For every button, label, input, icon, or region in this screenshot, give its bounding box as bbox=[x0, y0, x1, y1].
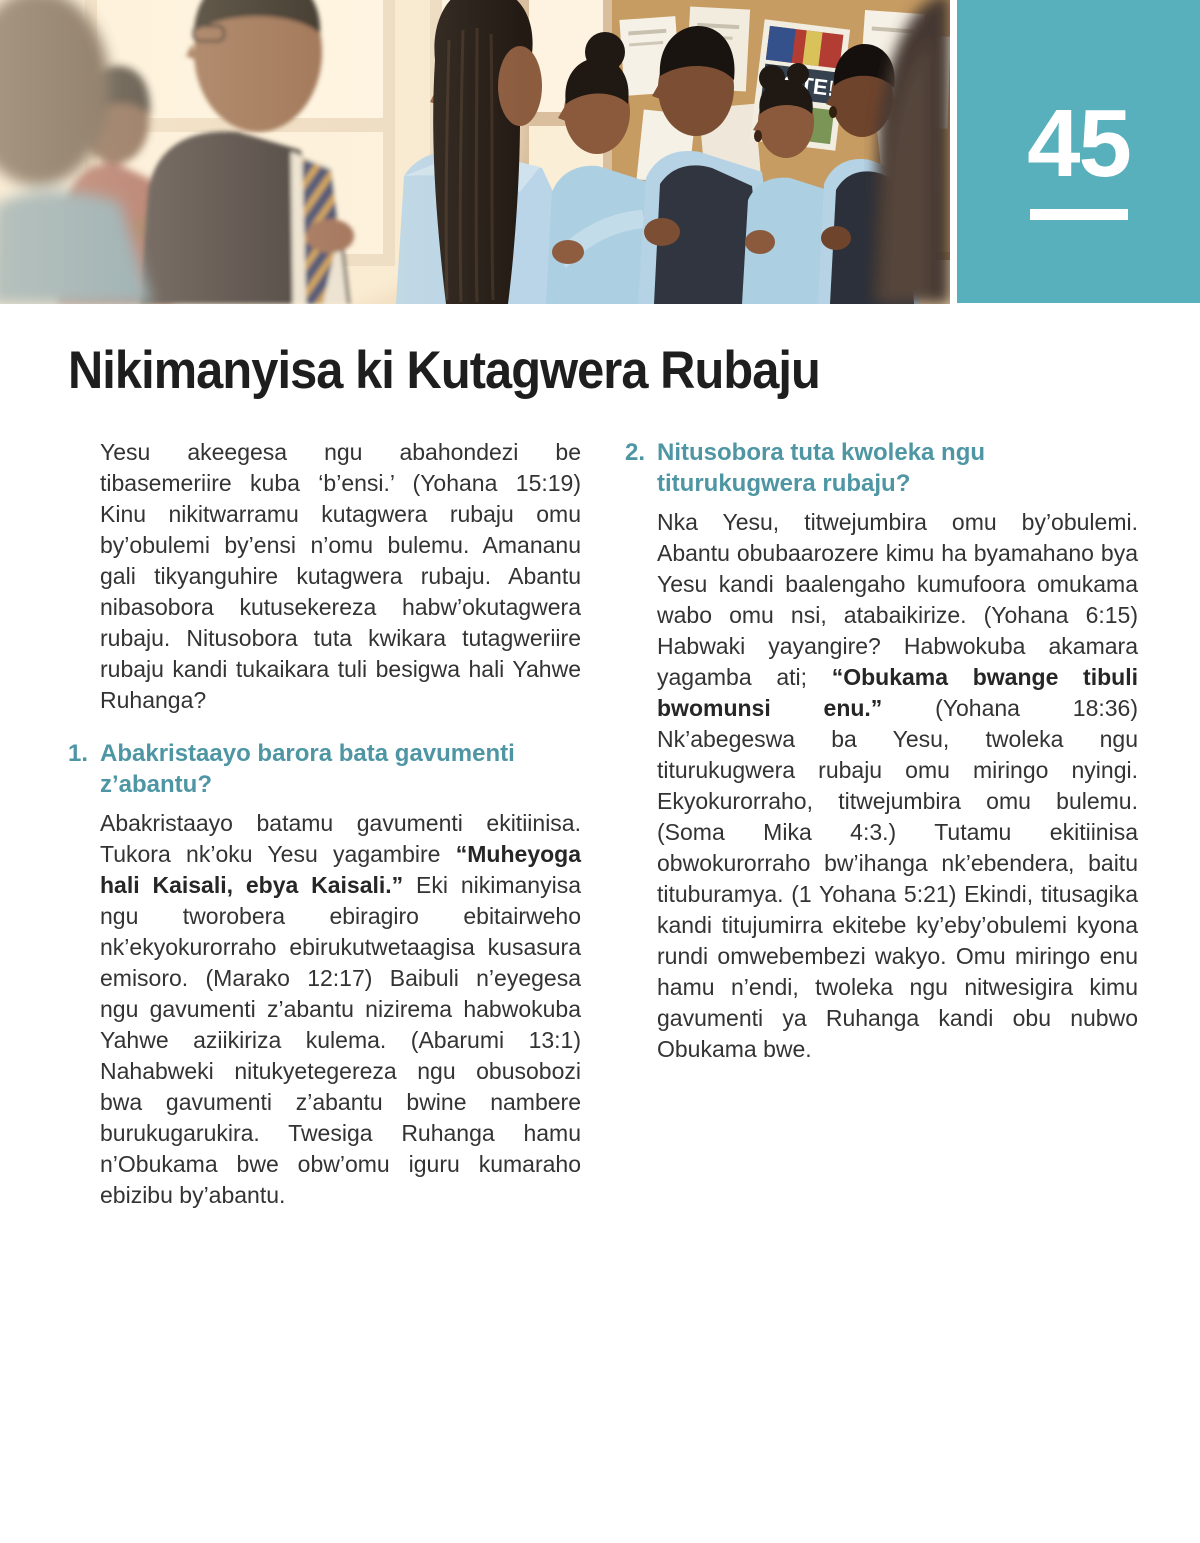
question-1-number: 1. bbox=[68, 740, 89, 767]
question-2 bbox=[625, 437, 1138, 1065]
question-1-answer: Abakristaayo batamu gavumenti ekitiinisa. Tukora nk’oku Yesu yagambire “Muheyoga hali Kaisali, ebya Kaisali.” Eki nikimanyisa ngu tworobera ebiragiro ebitairweho nk’ekyokurorraho ebirukutwetaagisa kusasura emisoro. (Marako 12:17) Baibuli n’eyegesa ngu gavumenti z’abantu nizirema habwokuba Yahwe aziikiriza kulema. (Abarumi 13:1) Nahabweki nitukyetegereza ngu obusobozi bwa gavumenti z’abantu bwine nambere burukugarukira. Twesiga Ruhanga hamu n’Obukama bwe obw’omu iguru kumaraho ebizibu by’abantu. bbox=[100, 810, 581, 1208]
classroom-photo-scene bbox=[0, 0, 950, 304]
question-2-number: 2. bbox=[625, 439, 646, 466]
header-photo bbox=[0, 0, 950, 304]
column-right bbox=[625, 437, 1138, 1211]
warm-light-overlay bbox=[0, 0, 950, 304]
question-2-answer: Nka Yesu, titwejumbira omu by’obulemi. Abantu obubaarozere kimu ha byamahano bya Yesu kandi baalengaho kumufoora omukama wabo omu nsi, atabaikirize. (Yohana 6:15) Habwaki yayangire? Habwokuba akamara yagamba ati; “Obukama bwange tibuli bwomunsi enu.” (Yohana 18:36) Nk’abegeswa ba Yesu, twoleka ngu titurukugwera rubaju omu miringo nyingi. Ekyokurorraho, titwejumbira omu bulemu. (Soma Mika 4:3.) Tutamu ekitiinisa obwokurorraho bw’ihanga nk’ebendera, baitu tituburamya. (1 Yohana 5:21) Ekindi, titusagika kandi titujumirra ekitebe ky’eby’obulemi kyona rundi omwebembezi wakyo. Omu miringo enu hamu n’endi, twoleka ngu nitwesigira kimu gavumenti ya Ruhanga kandi obu nubwo Obukama bwe. bbox=[657, 509, 1138, 1062]
question-1 bbox=[68, 738, 581, 1211]
lesson-number-badge bbox=[957, 0, 1200, 303]
column-left bbox=[68, 437, 581, 1211]
question-1-heading: Abakristaayo barora bata gavumenti z’abantu? bbox=[100, 740, 515, 798]
intro-paragraph: Yesu akeegesa ngu abahondezi be tibasemeriire kuba ‘b’ensi.’ (Yohana 15:19) Kinu nikitwarramu kutagwera rubaju omu by’obulemi by’ensi n’omu bulemu. Amananu gali tikyanguhire kutagwera rubaju. Abantu nibasobora kutusekereza habw’okutagwera rubaju. Nitusobora tuta kwikara tutagweriire rubaju kandi tukaikara tuli besigwa hali Yahwe Ruhanga? bbox=[100, 439, 581, 713]
lesson-number: 45 bbox=[1027, 89, 1130, 197]
question-2-heading: Nitusobora tuta kwoleka ngu titurukugwera rubaju? bbox=[657, 439, 986, 497]
lesson-number-underline bbox=[1030, 209, 1128, 220]
page-title: Nikimanyisa ki Kutagwera Rubaju bbox=[68, 341, 820, 400]
article-columns bbox=[68, 437, 1138, 1211]
